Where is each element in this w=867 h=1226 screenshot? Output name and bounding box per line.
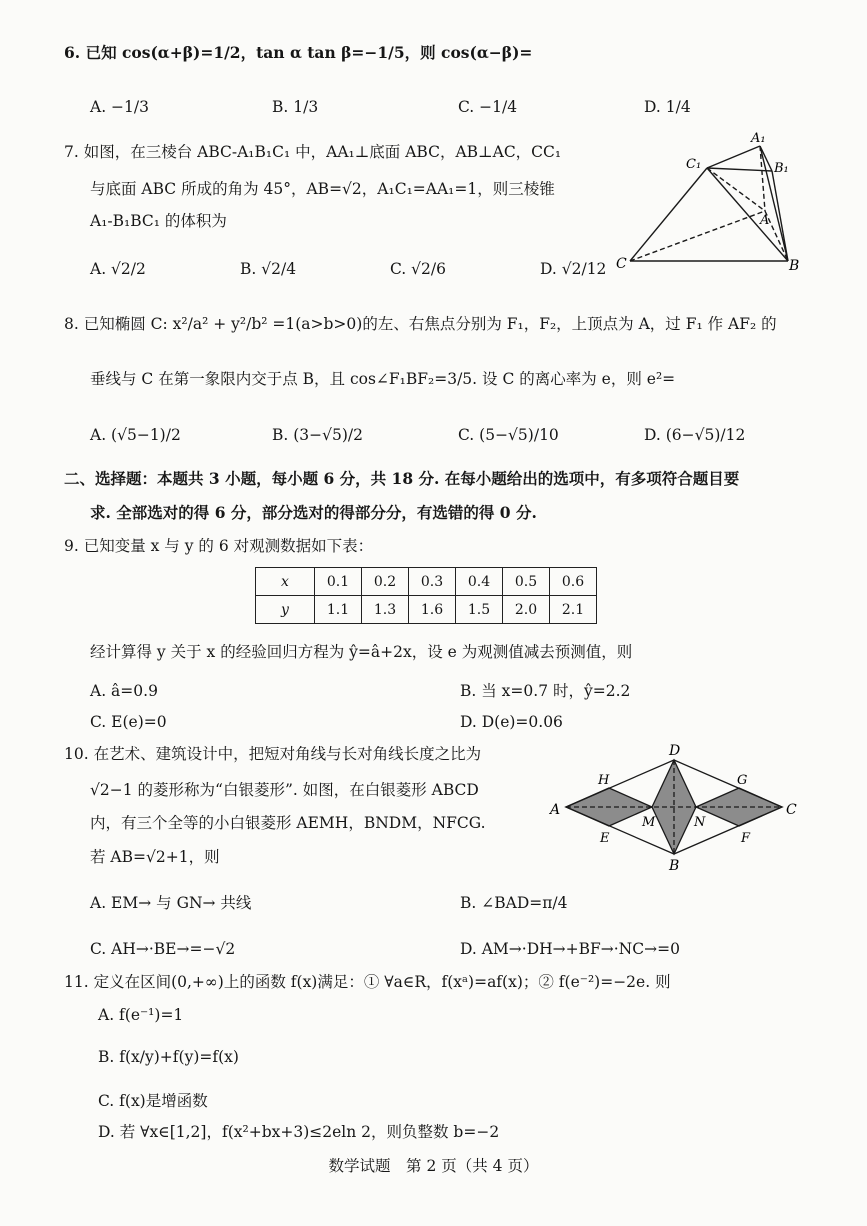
q8-option-c: C. (5−√5)/10	[458, 426, 559, 444]
q6-option-d: D. 1/4	[644, 98, 691, 116]
q7-option-d: D. √2/12	[540, 260, 607, 278]
q8-option-b: B. (3−√5)/2	[272, 426, 364, 444]
q10-option-b: B. ∠BAD=π/4	[460, 894, 568, 912]
q10-line-3: 内，有三个全等的小白银菱形 AEMH，BNDM，NFCG.	[90, 814, 486, 832]
q11-stem: 11. 定义在区间(0,+∞)上的函数 f(x)满足：① ∀a∈R，f(xᵃ)=af(x)；② f(e⁻²)=−2e. 则	[64, 973, 671, 991]
q10-option-c: C. AH→·BE→=−√2	[90, 940, 236, 958]
q10-option-a: A. EM→ 与 GN→ 共线	[90, 894, 252, 912]
q8-line-1: 8. 已知椭圆 C: x²/a² + y²/b² =1(a>b>0)的左、右焦点分别为 F₁，F₂，上顶点为 A，过 F₁ 作 AF₂ 的	[64, 315, 777, 333]
label-a: A	[760, 213, 770, 228]
q7-option-a: A. √2/2	[90, 260, 146, 278]
label-h: H	[598, 773, 610, 788]
q6-option-b: B. 1/3	[272, 98, 319, 116]
label-n: N	[694, 815, 706, 830]
label-b1: B₁	[774, 161, 789, 176]
label-d: D	[669, 743, 681, 759]
table-cell: 2.0	[503, 596, 550, 624]
q10-line-1: 10. 在艺术、建筑设计中，把短对角线与长对角线长度之比为	[64, 745, 482, 763]
table-header-x: x	[256, 568, 315, 596]
section2-line-2: 求. 全部选对的得 6 分，部分选对的得部分分，有选错的得 0 分.	[90, 503, 537, 522]
q6-stem: 6. 已知 cos(α+β)=1/2，tan α tan β=−1/5，则 cos(α−β)=	[64, 43, 533, 62]
label-m: M	[642, 815, 656, 830]
q7-option-b: B. √2/4	[240, 260, 297, 278]
table-cell: 1.6	[409, 596, 456, 624]
q9-option-d: D. D(e)=0.06	[460, 713, 563, 731]
q9-option-c: C. E(e)=0	[90, 713, 167, 731]
label-c: C	[616, 256, 627, 272]
q10-line-2: √2−1 的菱形称为“白银菱形”. 如图，在白银菱形 ABCD	[90, 781, 479, 799]
q8-option-a: A. (√5−1)/2	[90, 426, 181, 444]
table-header-y: y	[256, 596, 315, 624]
table-cell: 1.1	[315, 596, 362, 624]
q7-line-3: A₁-B₁BC₁ 的体积为	[90, 212, 227, 230]
label-b: B	[669, 858, 680, 874]
q6-option-c: C. −1/4	[458, 98, 518, 116]
table-cell: 0.5	[503, 568, 550, 596]
q9-stem: 9. 已知变量 x 与 y 的 6 对观测数据如下表：	[64, 537, 374, 555]
table-row	[256, 596, 597, 624]
label-a1: A₁	[751, 131, 766, 146]
q7-line-1: 7. 如图，在三棱台 ABC-A₁B₁C₁ 中，AA₁⊥底面 ABC，AB⊥AC，CC₁	[64, 143, 562, 161]
q11-option-d: D. 若 ∀x∈[1,2]，f(x²+bx+3)≤2eln 2，则负整数 b=−2	[98, 1123, 500, 1141]
q10-line-4: 若 AB=√2+1，则	[90, 848, 220, 866]
q11-option-b: B. f(x/y)+f(y)=f(x)	[98, 1048, 239, 1066]
q7-option-c: C. √2/6	[390, 260, 446, 278]
label-c1: C₁	[686, 157, 702, 172]
table-cell: 1.5	[456, 596, 503, 624]
label-b: B	[789, 258, 800, 274]
q11-option-c: C. f(x)是增函数	[98, 1092, 208, 1110]
q8-option-d: D. (6−√5)/12	[644, 426, 746, 444]
table-row	[256, 568, 597, 596]
q8-line-2: 垂线与 C 在第一象限内交于点 B，且 cos∠F₁BF₂=3/5. 设 C 的离心率为 e，则 e²=	[90, 370, 676, 388]
q7-line-2: 与底面 ABC 所成的角为 45°，AB=√2，A₁C₁=AA₁=1，则三棱锥	[90, 180, 555, 198]
q9-option-a: A. â=0.9	[90, 682, 158, 700]
label-e: E	[600, 831, 610, 846]
page-footer: 数学试题 第 2 页（共 4 页）	[328, 1157, 539, 1175]
q11-option-a: A. f(e⁻¹)=1	[98, 1006, 184, 1024]
data-table	[255, 567, 597, 624]
section2-line-1: 二、选择题：本题共 3 小题，每小题 6 分，共 18 分. 在每小题给出的选项中，有多项符合题目要	[64, 469, 740, 488]
q9-option-b: B. 当 x=0.7 时，ŷ=2.2	[460, 682, 631, 700]
table-cell: 0.2	[362, 568, 409, 596]
rhombus-figure	[546, 740, 806, 875]
table-cell: 0.4	[456, 568, 503, 596]
table-cell: 0.1	[315, 568, 362, 596]
table-cell: 0.3	[409, 568, 456, 596]
q9-text-2: 经计算得 y 关于 x 的经验回归方程为 ŷ=â+2x，设 e 为观测值减去预测值，则	[90, 643, 633, 661]
frustum-figure	[610, 128, 810, 278]
q6-option-a: A. −1/3	[90, 98, 149, 116]
label-g: G	[737, 773, 748, 788]
table-cell: 1.3	[362, 596, 409, 624]
q10-option-d: D. AM→·DH→+BF→·NC→=0	[460, 940, 680, 958]
label-c: C	[786, 802, 797, 818]
label-a: A	[550, 802, 561, 818]
table-cell: 2.1	[550, 596, 597, 624]
label-f: F	[741, 831, 751, 846]
table-cell: 0.6	[550, 568, 597, 596]
